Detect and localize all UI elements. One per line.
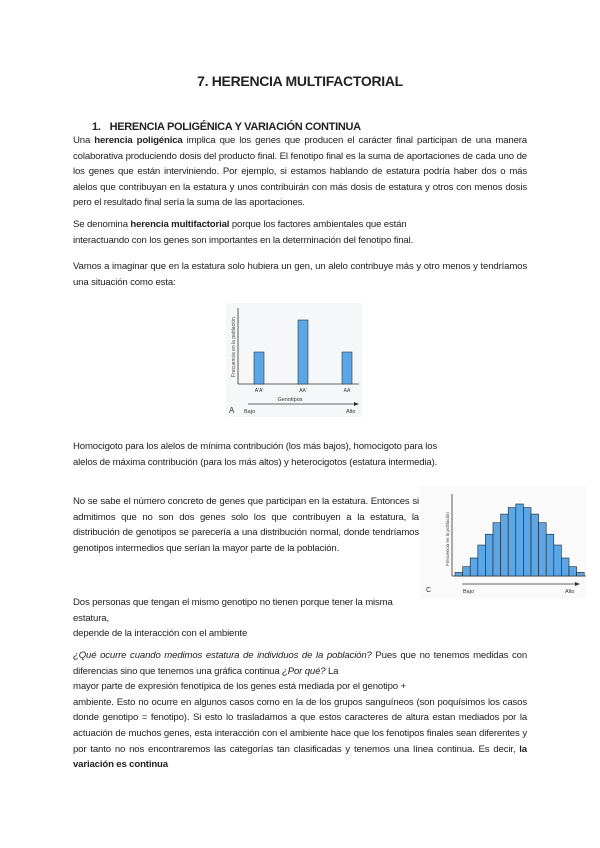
figure-c-ylabel: Frecuencia en la población (445, 512, 450, 566)
bold-term: herencia multifactorial (130, 219, 230, 230)
bar-7 (501, 514, 509, 576)
bar-15 (561, 558, 569, 576)
figure-a-xlabel: Genotipos (277, 397, 303, 403)
section-heading-text: HERENCIA POLIGÉNICA Y VARIACIÓN CONTINUA (109, 121, 361, 133)
italic-question: ¿Qué ocurre cuando medimos estatura de individuos de la población? (73, 650, 372, 661)
bar-1 (254, 352, 264, 384)
text: Dos personas que tengan el mismo genotipo no tienen porque tener la misma (73, 597, 393, 608)
tick-label: A'A' (254, 388, 264, 394)
paragraph-mismo-genotipo (73, 595, 433, 642)
bar-3 (470, 558, 478, 576)
figure-c-polygenic-histogram (420, 486, 586, 598)
italic-question: ¿Por qué? (282, 665, 326, 677)
paragraph-herencia-poligenica (73, 133, 527, 211)
bar-12 (539, 523, 547, 576)
bar-2 (298, 320, 308, 384)
text: Se denomina (73, 219, 131, 230)
bar-5 (485, 534, 493, 576)
bar-1 (455, 572, 463, 576)
bar-13 (546, 534, 554, 576)
bold-conclusion: la variación es continua (73, 743, 527, 771)
text: ambiente. Esto no ocurre en algunos casos como en la de los grupos sanguíneos (son poquísimos los casos donde genotipo = fenotipo). Si esto lo trasladamos a que estos caracteres de altura estan mediados por la actuación de muchos genes, esta interacción con el ambiente hace que los fenotipos finales sean diferentes y por tanto no nos encontraremos las categorías tan clasificadas y tenemos una línea continua. Es decir, (73, 696, 527, 755)
bar-4 (478, 545, 486, 576)
figure-c-panel-label: C (426, 587, 432, 594)
text: Homocigoto para los alelos de mínima contribución (los más bajos), homocigoto para los (73, 441, 438, 452)
tick-label: AA' (299, 388, 307, 394)
paragraph-distribucion-normal: No se sabe el número concreto de genes que participan en la estatura. Entonces si admitimos que no son dos genes solo los que contribuyen a la estatura, la distribución de genotipos se parecería a una distribución normal, donde tendríamos genotipos intermedios que serían la mayor parte de la población. (73, 496, 419, 554)
text: porque los factores ambientales que están (229, 219, 407, 230)
paragraph-un-gen: Vamos a imaginar que en la estatura solo hubiera un gen, un alelo contribuye más y otro menos y tendríamos una situación como esta: (73, 261, 527, 288)
page-title: 7. HERENCIA MULTIFACTORIAL (197, 73, 403, 89)
text: Pues que no tenemos medidas con diferencias sino que tenemos una gráfica continua (73, 650, 528, 677)
bar-16 (569, 567, 577, 576)
paragraph-homocigoto (73, 439, 533, 470)
bar-14 (554, 545, 562, 576)
tick-label: AA (343, 388, 351, 394)
section-number: 1. (92, 121, 101, 133)
text: interactuando con los genes son importantes en la determinación del fenotipo final. (73, 234, 414, 246)
bold-term: herencia poligénica (94, 135, 183, 146)
figure-c-high: Alto (565, 589, 575, 595)
paragraph-herencia-multifactorial (73, 217, 533, 248)
text: implica que los genes que producen el carácter final participan de una manera colaborativa produciendo dosis del producto final. El fenotipo final es la suma de aportaciones de cada uno de los genes que están interviniendo. Por ejemplo, si estamos hablando de estatura podría haber dos o más alelos que contribuyan en la estatura y unos contribuirán con más dosis de estatura y otros con menos dosis pero el resultado final sería la suma de las aportaciones. (73, 135, 527, 209)
text: depende de la interacción con el ambiente (73, 628, 248, 640)
bar-10 (523, 508, 531, 576)
figure-a-one-gene-histogram (226, 303, 362, 417)
bar-11 (531, 514, 539, 576)
text: alelos de máxima contribución (para los más altos) y heterocigotos (estatura intermedia). (73, 456, 438, 468)
text: mayor parte de expresión fenotípica de los genes está mediada por el genotipo + (73, 681, 406, 693)
bar-9 (516, 504, 524, 576)
figure-a-ylabel: Frecuencia en la población (231, 317, 237, 377)
bar-3 (342, 352, 352, 384)
figure-a-low: Bajo (244, 409, 256, 415)
text: estatura, (73, 612, 109, 624)
section-heading (92, 121, 361, 133)
bar-2 (463, 567, 471, 576)
text: Una (73, 135, 95, 146)
bar-17 (577, 572, 585, 576)
bar-8 (508, 508, 516, 576)
text: La (325, 665, 339, 677)
figure-a-panel-label: A (229, 406, 235, 415)
figure-c-low: Bajo (463, 589, 475, 595)
figure-a-high: Alto (346, 409, 356, 415)
bar-6 (493, 523, 501, 576)
paragraph-variacion-continua (73, 648, 527, 773)
